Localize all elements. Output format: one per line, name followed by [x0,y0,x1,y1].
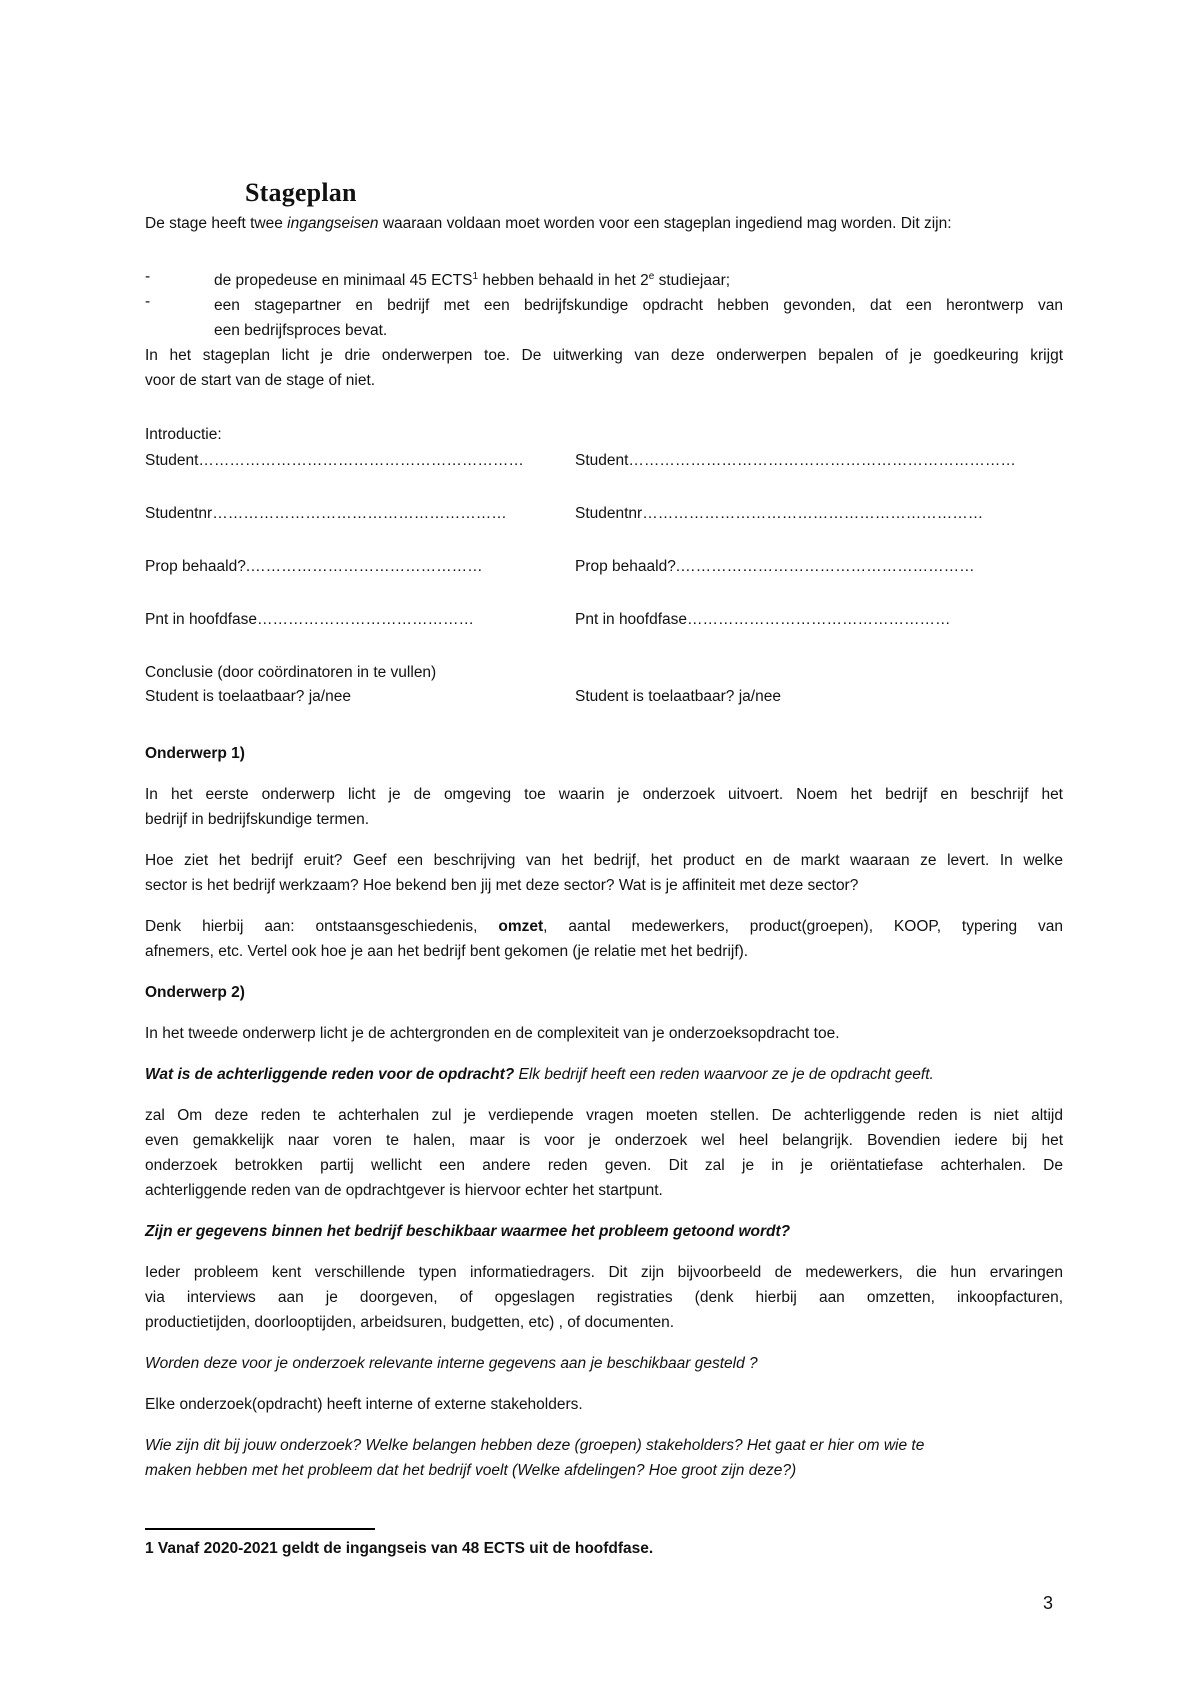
page-title: Stageplan [245,178,357,207]
onderwerp1-p2-line-1: Hoe ziet het bedrijf eruit? Geef een beschrijving van het bedrijf, het product en de markt waaraan ze levert. In welke [145,852,1063,869]
onderwerp2-heading: Onderwerp 2) [145,984,245,1001]
footnote-divider [145,1528,375,1530]
onderwerp1-p1-line-1: In het eerste onderwerp licht je de omgeving toe waarin je onderzoek uitvoert. Noem het bedrijf en beschrijf het [145,786,1063,803]
onderwerp2-p3-line-2: via interviews aan je doorgeven, of opgeslagen registraties (denk hierbij aan omzetten, inkoopfacturen, [145,1289,1063,1306]
onderwerp2-p3-line-1: Ieder probleem kent verschillende typen informatiedragers. Dit zijn bijvoorbeeld de medewerkers, die hun ervaringen [145,1264,1063,1281]
onderwerp1-p2-line-2: sector is het bedrijf werkzaam? Hoe bekend ben jij met deze sector? Wat is je affiniteit met deze sector? [145,877,859,894]
prop-field-right: Prop behaald?.………………………………………………… [575,558,975,575]
plan-text-line-2: voor de start van de stage of niet. [145,372,376,389]
form-heading: Introductie: [145,426,222,443]
bullet-item-2-line-1: een stagepartner en bedrijf met een bedrijfskundige opdracht hebben gevonden, dat een herontwerp van [214,297,1063,314]
conclusie-label: Conclusie (door coördinatoren in te vullen) [145,664,437,681]
bullet-dash: - [145,268,151,285]
onderwerp1-p1-line-2: bedrijf in bedrijfskundige termen. [145,811,370,828]
onderwerp2-question-2: Zijn er gegevens binnen het bedrijf beschikbaar waarmee het probleem getoond wordt? [145,1223,791,1240]
onderwerp2-question-4-line-2: maken hebben met het probleem dat het bedrijf voelt (Welke afdelingen? Hoe groot zijn deze?) [145,1462,797,1479]
onderwerp1-p3-line-2: afnemers, etc. Vertel ook hoe je aan het bedrijf bent gekomen (je relatie met het bedrijf). [145,943,749,960]
onderwerp2-p2-line-4: achterliggende reden van de opdrachtgever is hiervoor echter het startpunt. [145,1182,663,1199]
page-number: 3 [1043,1593,1054,1613]
bullet-item-1: de propedeuse en minimaal 45 ECTS$^1$ hebben behaald in het 2e studiejaar; [214,271,731,289]
student-field-right: Student………………………………………………………………… [575,452,1016,469]
studentnr-field-left: Studentnr………………………………………………… [145,505,507,522]
prop-field-left: Prop behaald?.……………………………………… [145,558,483,575]
onderwerp2-p4: Elke onderzoek(opdracht) heeft interne of externe stakeholders. [145,1396,583,1413]
onderwerp2-question-4-line-1: Wie zijn dit bij jouw onderzoek? Welke belangen hebben deze (groepen) stakeholders? Het gaat er hier om wie te [145,1437,925,1454]
footnote: 1 Vanaf 2020-2021 geldt de ingangseis van 48 ECTS uit de hoofdfase. [145,1540,654,1557]
plan-text-line-1: In het stageplan licht je drie onderwerpen toe. De uitwerking van deze onderwerpen bepalen of je goedkeuring krijgt [145,347,1063,364]
intro-paragraph: De stage heeft twee ingangseisen waaraan voldaan moet worden voor een stageplan ingediend mag worden. Dit zijn: [145,215,952,232]
onderwerp1-heading: Onderwerp 1) [145,745,245,762]
onderwerp2-p2-line-1: zal Om deze reden te achterhalen zul je verdiepende vragen moeten stellen. De achterliggende reden is niet altijd [145,1107,1063,1124]
onderwerp2-p1: In het tweede onderwerp licht je de achtergronden en de complexiteit van je onderzoeksopdracht toe. [145,1025,840,1042]
onderwerp2-p2-line-3: onderzoek betrokken partij wellicht een andere reden geven. Dit zal je in je oriëntatiefase achterhalen. De [145,1157,1063,1174]
studentnr-field-right: Studentnr………………………………………………………… [575,505,984,522]
onderwerp2-p2-line-2: even gemakkelijk naar voren te halen, maar is voor je onderzoek wel heel belangrijk. Bovendien iedere bij het [145,1132,1063,1149]
onderwerp2-p3-line-3: productietijden, doorlooptijden, arbeidsuren, budgetten, etc) , of documenten. [145,1314,675,1331]
pnt-field-right: Pnt in hoofdfase…………………………………………… [575,611,951,628]
toelaatbaar-right: Student is toelaatbaar? ja/nee [575,688,781,705]
bullet-dash: - [145,293,151,310]
onderwerp2-question-1: Wat is de achterliggende reden voor de opdracht? Elk bedrijf heeft een reden waarvoor ze je de opdracht geeft. [145,1066,934,1083]
bullet-item-2-line-2: een bedrijfsproces bevat. [214,322,388,339]
onderwerp2-question-3: Worden deze voor je onderzoek relevante interne gegevens aan je beschikbaar gesteld ? [145,1355,758,1372]
toelaatbaar-left: Student is toelaatbaar? ja/nee [145,688,351,705]
student-field-left: Student……………………………………………………… [145,452,524,469]
pnt-field-left: Pnt in hoofdfase…………………………………… [145,611,475,628]
onderwerp1-p3-line-1: Denk hierbij aan: ontstaansgeschiedenis, omzet, aantal medewerkers, product(groepen), KOOP, typering van [145,918,1063,935]
